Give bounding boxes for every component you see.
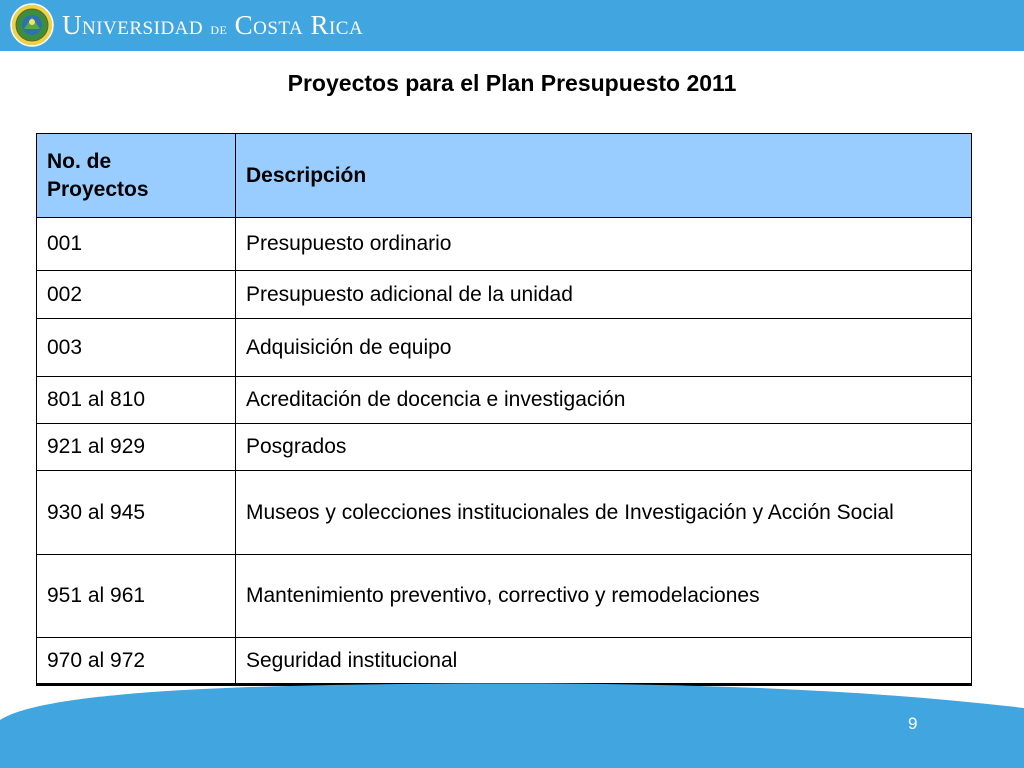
table-header-row	[37, 134, 972, 218]
cell-description: Posgrados	[236, 424, 972, 471]
header-bar	[0, 0, 1024, 51]
table-row	[37, 271, 972, 319]
university-name-part-1: Universidad	[62, 10, 204, 40]
table-row	[37, 638, 972, 685]
header-number: No. de Proyectos	[37, 134, 236, 218]
cell-description: Adquisición de equipo	[236, 319, 972, 377]
cell-description: Seguridad institucional	[236, 638, 972, 685]
header-description: Descripción	[236, 134, 972, 218]
page-title: Proyectos para el Plan Presupuesto 2011	[287, 70, 737, 96]
cell-description: Presupuesto ordinario	[236, 218, 972, 271]
cell-number: 801 al 810	[37, 377, 236, 424]
cell-description: Mantenimiento preventivo, correctivo y remodelaciones	[236, 555, 972, 638]
cell-number: 921 al 929	[37, 424, 236, 471]
table-row	[37, 424, 972, 471]
table-row	[37, 319, 972, 377]
projects-table	[36, 133, 972, 686]
cell-number: 970 al 972	[37, 638, 236, 685]
cell-number: 001	[37, 218, 236, 271]
table-row	[37, 471, 972, 555]
university-name-part-2: Costa Rica	[234, 10, 364, 40]
page-number: 9	[908, 714, 918, 733]
cell-description: Acreditación de docencia e investigación	[236, 377, 972, 424]
cell-number: 930 al 945	[37, 471, 236, 555]
table-row	[37, 218, 972, 271]
university-name-de: de	[210, 19, 228, 38]
university-seal-icon	[10, 3, 54, 47]
cell-number: 003	[37, 319, 236, 377]
cell-description: Museos y colecciones institucionales de Investigación y Acción Social	[236, 471, 972, 555]
table-row	[37, 555, 972, 638]
cell-number: 002	[37, 271, 236, 319]
cell-description: Presupuesto adicional de la unidad	[236, 271, 972, 319]
cell-number: 951 al 961	[37, 555, 236, 638]
footer-wave	[0, 680, 1024, 768]
university-name	[62, 5, 363, 45]
table-row	[37, 377, 972, 424]
